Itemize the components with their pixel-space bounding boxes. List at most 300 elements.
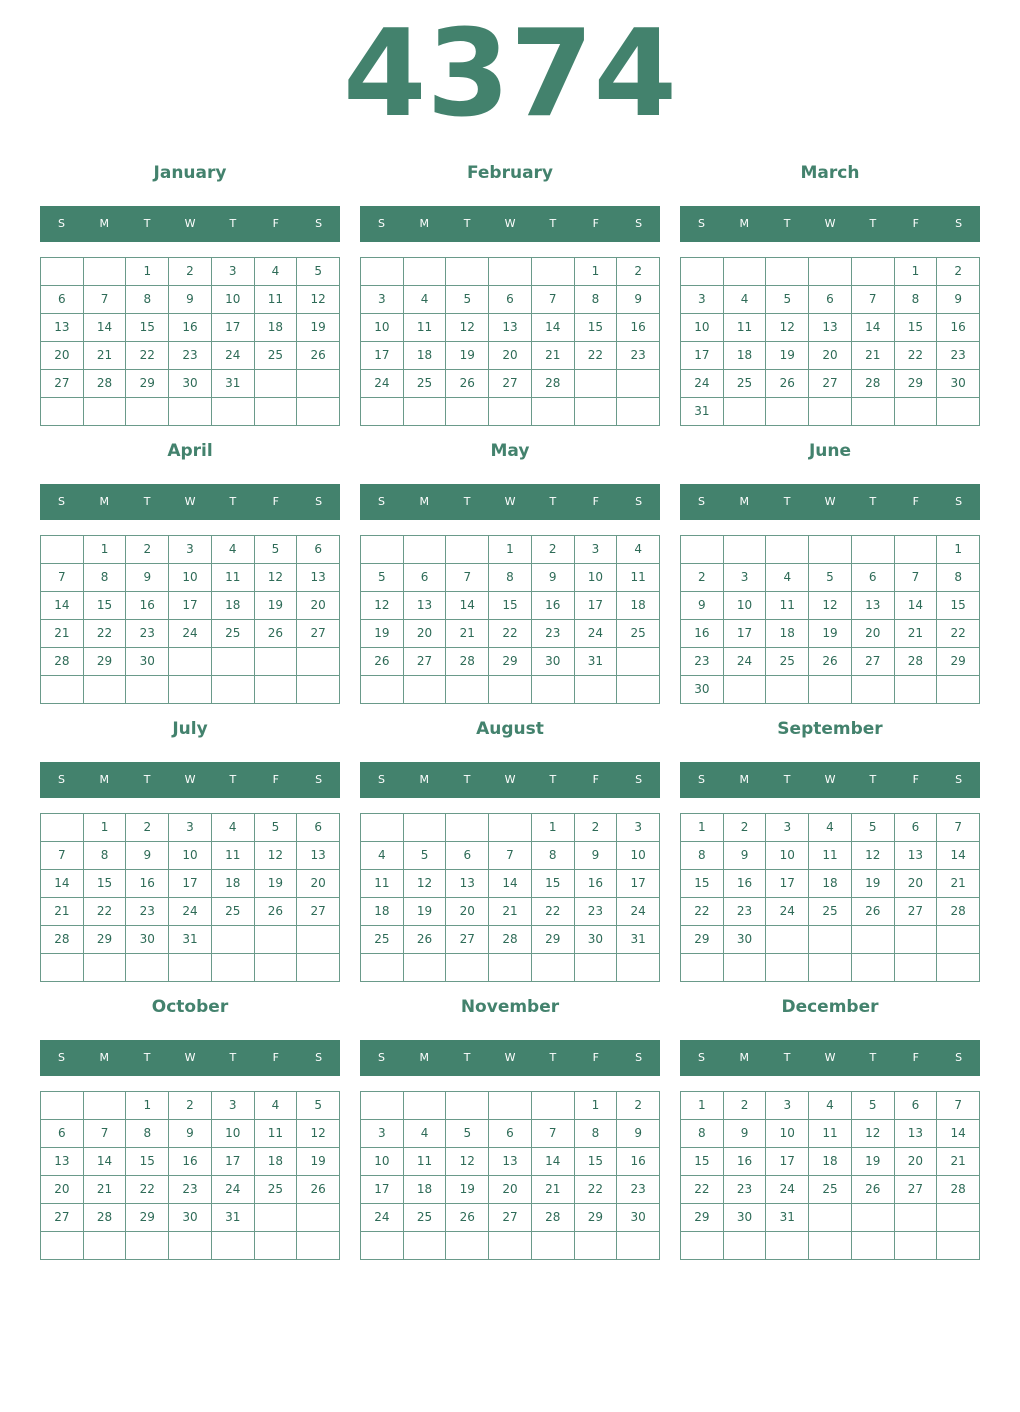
day-cell[interactable]: 7 (489, 842, 532, 870)
day-cell[interactable]: 1 (681, 814, 724, 842)
day-cell[interactable]: 18 (766, 620, 809, 648)
day-cell[interactable]: 25 (361, 926, 404, 954)
day-cell[interactable]: 28 (84, 1204, 127, 1232)
day-cell[interactable]: 28 (84, 370, 127, 398)
day-cell[interactable]: 1 (489, 536, 532, 564)
day-cell[interactable]: 4 (255, 1092, 298, 1120)
day-cell[interactable]: 18 (809, 870, 852, 898)
day-cell[interactable]: 2 (126, 536, 169, 564)
day-cell[interactable]: 30 (681, 676, 724, 704)
day-cell[interactable]: 1 (532, 814, 575, 842)
day-cell[interactable]: 29 (937, 648, 980, 676)
day-cell[interactable]: 19 (255, 592, 298, 620)
day-cell[interactable]: 3 (212, 258, 255, 286)
day-cell[interactable]: 14 (852, 314, 895, 342)
day-cell[interactable]: 22 (681, 898, 724, 926)
day-cell[interactable]: 2 (617, 1092, 660, 1120)
day-cell[interactable]: 15 (681, 1148, 724, 1176)
day-cell[interactable]: 16 (617, 314, 660, 342)
day-cell[interactable]: 24 (724, 648, 767, 676)
day-cell[interactable]: 19 (766, 342, 809, 370)
day-cell[interactable]: 4 (212, 814, 255, 842)
day-cell[interactable]: 14 (895, 592, 938, 620)
day-cell[interactable]: 21 (852, 342, 895, 370)
day-cell[interactable]: 21 (489, 898, 532, 926)
day-cell[interactable]: 12 (446, 314, 489, 342)
day-cell[interactable]: 31 (212, 1204, 255, 1232)
day-cell[interactable]: 1 (681, 1092, 724, 1120)
day-cell[interactable]: 25 (809, 1176, 852, 1204)
day-cell[interactable]: 11 (809, 1120, 852, 1148)
day-cell[interactable]: 29 (895, 370, 938, 398)
day-cell[interactable]: 20 (41, 1176, 84, 1204)
day-cell[interactable]: 15 (84, 592, 127, 620)
day-cell[interactable]: 9 (532, 564, 575, 592)
day-cell[interactable]: 4 (809, 1092, 852, 1120)
day-cell[interactable]: 10 (169, 842, 212, 870)
day-cell[interactable]: 9 (169, 1120, 212, 1148)
day-cell[interactable]: 2 (169, 1092, 212, 1120)
day-cell[interactable]: 3 (681, 286, 724, 314)
day-cell[interactable]: 11 (361, 870, 404, 898)
day-cell[interactable]: 8 (126, 286, 169, 314)
day-cell[interactable]: 6 (41, 286, 84, 314)
day-cell[interactable]: 15 (895, 314, 938, 342)
day-cell[interactable]: 24 (212, 342, 255, 370)
day-cell[interactable]: 27 (489, 370, 532, 398)
day-cell[interactable]: 24 (681, 370, 724, 398)
day-cell[interactable]: 17 (724, 620, 767, 648)
day-cell[interactable]: 16 (724, 1148, 767, 1176)
day-cell[interactable]: 3 (169, 814, 212, 842)
day-cell[interactable]: 23 (575, 898, 618, 926)
day-cell[interactable]: 22 (126, 342, 169, 370)
day-cell[interactable]: 8 (84, 842, 127, 870)
day-cell[interactable]: 18 (404, 342, 447, 370)
day-cell[interactable]: 23 (681, 648, 724, 676)
day-cell[interactable]: 26 (361, 648, 404, 676)
day-cell[interactable]: 1 (575, 1092, 618, 1120)
day-cell[interactable]: 2 (681, 564, 724, 592)
day-cell[interactable]: 10 (212, 1120, 255, 1148)
day-cell[interactable]: 7 (532, 286, 575, 314)
day-cell[interactable]: 1 (937, 536, 980, 564)
day-cell[interactable]: 26 (809, 648, 852, 676)
day-cell[interactable]: 17 (361, 1176, 404, 1204)
day-cell[interactable]: 28 (446, 648, 489, 676)
day-cell[interactable]: 7 (895, 564, 938, 592)
day-cell[interactable]: 14 (84, 1148, 127, 1176)
day-cell[interactable]: 17 (766, 870, 809, 898)
day-cell[interactable]: 27 (404, 648, 447, 676)
day-cell[interactable]: 26 (297, 1176, 340, 1204)
day-cell[interactable]: 4 (361, 842, 404, 870)
day-cell[interactable]: 22 (126, 1176, 169, 1204)
day-cell[interactable]: 29 (489, 648, 532, 676)
day-cell[interactable]: 4 (404, 286, 447, 314)
day-cell[interactable]: 9 (617, 1120, 660, 1148)
day-cell[interactable]: 18 (617, 592, 660, 620)
day-cell[interactable]: 2 (532, 536, 575, 564)
day-cell[interactable]: 5 (766, 286, 809, 314)
day-cell[interactable]: 5 (255, 536, 298, 564)
day-cell[interactable]: 21 (532, 342, 575, 370)
day-cell[interactable]: 6 (895, 1092, 938, 1120)
day-cell[interactable]: 26 (766, 370, 809, 398)
day-cell[interactable]: 19 (446, 342, 489, 370)
day-cell[interactable]: 3 (766, 1092, 809, 1120)
day-cell[interactable]: 20 (446, 898, 489, 926)
day-cell[interactable]: 30 (169, 1204, 212, 1232)
day-cell[interactable]: 8 (937, 564, 980, 592)
day-cell[interactable]: 3 (212, 1092, 255, 1120)
day-cell[interactable]: 31 (766, 1204, 809, 1232)
day-cell[interactable]: 6 (297, 814, 340, 842)
day-cell[interactable]: 5 (446, 286, 489, 314)
day-cell[interactable]: 4 (724, 286, 767, 314)
day-cell[interactable]: 15 (681, 870, 724, 898)
day-cell[interactable]: 2 (724, 1092, 767, 1120)
day-cell[interactable]: 24 (361, 1204, 404, 1232)
day-cell[interactable]: 27 (41, 370, 84, 398)
day-cell[interactable]: 1 (126, 258, 169, 286)
day-cell[interactable]: 17 (361, 342, 404, 370)
day-cell[interactable]: 29 (681, 926, 724, 954)
day-cell[interactable]: 22 (84, 898, 127, 926)
day-cell[interactable]: 15 (126, 314, 169, 342)
day-cell[interactable]: 12 (297, 1120, 340, 1148)
day-cell[interactable]: 5 (361, 564, 404, 592)
day-cell[interactable]: 25 (617, 620, 660, 648)
day-cell[interactable]: 16 (126, 870, 169, 898)
day-cell[interactable]: 19 (852, 1148, 895, 1176)
day-cell[interactable]: 21 (446, 620, 489, 648)
day-cell[interactable]: 27 (297, 620, 340, 648)
day-cell[interactable]: 6 (297, 536, 340, 564)
day-cell[interactable]: 10 (575, 564, 618, 592)
day-cell[interactable]: 20 (41, 342, 84, 370)
day-cell[interactable]: 20 (852, 620, 895, 648)
day-cell[interactable]: 7 (84, 286, 127, 314)
day-cell[interactable]: 13 (297, 564, 340, 592)
day-cell[interactable]: 17 (212, 1148, 255, 1176)
day-cell[interactable]: 13 (852, 592, 895, 620)
day-cell[interactable]: 7 (84, 1120, 127, 1148)
day-cell[interactable]: 9 (681, 592, 724, 620)
day-cell[interactable]: 5 (852, 1092, 895, 1120)
day-cell[interactable]: 25 (404, 1204, 447, 1232)
day-cell[interactable]: 20 (489, 1176, 532, 1204)
day-cell[interactable]: 20 (489, 342, 532, 370)
day-cell[interactable]: 2 (126, 814, 169, 842)
day-cell[interactable]: 29 (126, 370, 169, 398)
day-cell[interactable]: 12 (361, 592, 404, 620)
day-cell[interactable]: 1 (84, 814, 127, 842)
day-cell[interactable]: 19 (361, 620, 404, 648)
day-cell[interactable]: 5 (809, 564, 852, 592)
day-cell[interactable]: 2 (724, 814, 767, 842)
day-cell[interactable]: 25 (212, 620, 255, 648)
day-cell[interactable]: 30 (126, 926, 169, 954)
day-cell[interactable]: 13 (895, 842, 938, 870)
day-cell[interactable]: 18 (212, 592, 255, 620)
day-cell[interactable]: 21 (937, 1148, 980, 1176)
day-cell[interactable]: 15 (532, 870, 575, 898)
day-cell[interactable]: 14 (41, 592, 84, 620)
day-cell[interactable]: 12 (404, 870, 447, 898)
day-cell[interactable]: 22 (681, 1176, 724, 1204)
day-cell[interactable]: 11 (212, 564, 255, 592)
day-cell[interactable]: 12 (297, 286, 340, 314)
day-cell[interactable]: 17 (169, 592, 212, 620)
day-cell[interactable]: 26 (255, 898, 298, 926)
day-cell[interactable]: 13 (489, 1148, 532, 1176)
day-cell[interactable]: 3 (361, 286, 404, 314)
day-cell[interactable]: 27 (809, 370, 852, 398)
day-cell[interactable]: 23 (724, 1176, 767, 1204)
day-cell[interactable]: 7 (532, 1120, 575, 1148)
day-cell[interactable]: 18 (724, 342, 767, 370)
day-cell[interactable]: 8 (895, 286, 938, 314)
day-cell[interactable]: 19 (297, 1148, 340, 1176)
day-cell[interactable]: 11 (766, 592, 809, 620)
day-cell[interactable]: 29 (84, 648, 127, 676)
day-cell[interactable]: 15 (489, 592, 532, 620)
day-cell[interactable]: 14 (446, 592, 489, 620)
day-cell[interactable]: 9 (575, 842, 618, 870)
day-cell[interactable]: 31 (681, 398, 724, 426)
day-cell[interactable]: 5 (297, 1092, 340, 1120)
day-cell[interactable]: 15 (84, 870, 127, 898)
day-cell[interactable]: 2 (169, 258, 212, 286)
day-cell[interactable]: 6 (489, 286, 532, 314)
day-cell[interactable]: 29 (532, 926, 575, 954)
day-cell[interactable]: 12 (852, 1120, 895, 1148)
day-cell[interactable]: 18 (809, 1148, 852, 1176)
day-cell[interactable]: 11 (617, 564, 660, 592)
day-cell[interactable]: 25 (404, 370, 447, 398)
day-cell[interactable]: 31 (575, 648, 618, 676)
day-cell[interactable]: 23 (169, 1176, 212, 1204)
day-cell[interactable]: 24 (169, 620, 212, 648)
day-cell[interactable]: 21 (532, 1176, 575, 1204)
day-cell[interactable]: 29 (681, 1204, 724, 1232)
day-cell[interactable]: 22 (84, 620, 127, 648)
day-cell[interactable]: 23 (126, 620, 169, 648)
day-cell[interactable]: 26 (404, 926, 447, 954)
day-cell[interactable]: 22 (489, 620, 532, 648)
day-cell[interactable]: 4 (255, 258, 298, 286)
day-cell[interactable]: 30 (617, 1204, 660, 1232)
day-cell[interactable]: 24 (766, 898, 809, 926)
day-cell[interactable]: 20 (895, 870, 938, 898)
day-cell[interactable]: 30 (169, 370, 212, 398)
day-cell[interactable]: 4 (766, 564, 809, 592)
day-cell[interactable]: 28 (937, 1176, 980, 1204)
day-cell[interactable]: 2 (937, 258, 980, 286)
day-cell[interactable]: 12 (255, 564, 298, 592)
day-cell[interactable]: 18 (404, 1176, 447, 1204)
day-cell[interactable]: 12 (852, 842, 895, 870)
day-cell[interactable]: 15 (575, 1148, 618, 1176)
day-cell[interactable]: 6 (809, 286, 852, 314)
day-cell[interactable]: 17 (169, 870, 212, 898)
day-cell[interactable]: 6 (489, 1120, 532, 1148)
day-cell[interactable]: 7 (937, 1092, 980, 1120)
day-cell[interactable]: 10 (681, 314, 724, 342)
day-cell[interactable]: 28 (937, 898, 980, 926)
day-cell[interactable]: 20 (895, 1148, 938, 1176)
day-cell[interactable]: 18 (212, 870, 255, 898)
day-cell[interactable]: 4 (617, 536, 660, 564)
day-cell[interactable]: 26 (446, 370, 489, 398)
day-cell[interactable]: 3 (617, 814, 660, 842)
day-cell[interactable]: 31 (169, 926, 212, 954)
day-cell[interactable]: 3 (575, 536, 618, 564)
day-cell[interactable]: 10 (361, 314, 404, 342)
day-cell[interactable]: 27 (852, 648, 895, 676)
day-cell[interactable]: 13 (895, 1120, 938, 1148)
day-cell[interactable]: 12 (446, 1148, 489, 1176)
day-cell[interactable]: 27 (297, 898, 340, 926)
day-cell[interactable]: 16 (575, 870, 618, 898)
day-cell[interactable]: 14 (489, 870, 532, 898)
day-cell[interactable]: 24 (361, 370, 404, 398)
day-cell[interactable]: 3 (361, 1120, 404, 1148)
day-cell[interactable]: 8 (126, 1120, 169, 1148)
day-cell[interactable]: 16 (724, 870, 767, 898)
day-cell[interactable]: 11 (404, 314, 447, 342)
day-cell[interactable]: 30 (724, 926, 767, 954)
day-cell[interactable]: 14 (532, 1148, 575, 1176)
day-cell[interactable]: 6 (446, 842, 489, 870)
day-cell[interactable]: 16 (126, 592, 169, 620)
day-cell[interactable]: 9 (126, 842, 169, 870)
day-cell[interactable]: 5 (446, 1120, 489, 1148)
day-cell[interactable]: 10 (766, 842, 809, 870)
day-cell[interactable]: 30 (532, 648, 575, 676)
day-cell[interactable]: 10 (212, 286, 255, 314)
day-cell[interactable]: 23 (617, 1176, 660, 1204)
day-cell[interactable]: 30 (126, 648, 169, 676)
day-cell[interactable]: 30 (724, 1204, 767, 1232)
day-cell[interactable]: 22 (575, 1176, 618, 1204)
day-cell[interactable]: 24 (575, 620, 618, 648)
day-cell[interactable]: 23 (169, 342, 212, 370)
day-cell[interactable]: 10 (361, 1148, 404, 1176)
day-cell[interactable]: 14 (532, 314, 575, 342)
day-cell[interactable]: 12 (809, 592, 852, 620)
day-cell[interactable]: 22 (532, 898, 575, 926)
day-cell[interactable]: 24 (617, 898, 660, 926)
day-cell[interactable]: 20 (297, 592, 340, 620)
day-cell[interactable]: 1 (895, 258, 938, 286)
day-cell[interactable]: 21 (84, 342, 127, 370)
day-cell[interactable]: 7 (41, 564, 84, 592)
day-cell[interactable]: 25 (255, 1176, 298, 1204)
day-cell[interactable]: 23 (532, 620, 575, 648)
day-cell[interactable]: 26 (255, 620, 298, 648)
day-cell[interactable]: 22 (937, 620, 980, 648)
day-cell[interactable]: 15 (937, 592, 980, 620)
day-cell[interactable]: 16 (937, 314, 980, 342)
day-cell[interactable]: 29 (126, 1204, 169, 1232)
day-cell[interactable]: 5 (404, 842, 447, 870)
day-cell[interactable]: 11 (724, 314, 767, 342)
day-cell[interactable]: 25 (809, 898, 852, 926)
day-cell[interactable]: 13 (446, 870, 489, 898)
day-cell[interactable]: 9 (169, 286, 212, 314)
day-cell[interactable]: 21 (937, 870, 980, 898)
day-cell[interactable]: 16 (169, 1148, 212, 1176)
day-cell[interactable]: 14 (937, 842, 980, 870)
day-cell[interactable]: 16 (532, 592, 575, 620)
day-cell[interactable]: 13 (404, 592, 447, 620)
day-cell[interactable]: 17 (681, 342, 724, 370)
day-cell[interactable]: 29 (575, 1204, 618, 1232)
day-cell[interactable]: 13 (41, 314, 84, 342)
day-cell[interactable]: 24 (766, 1176, 809, 1204)
day-cell[interactable]: 19 (809, 620, 852, 648)
day-cell[interactable]: 31 (212, 370, 255, 398)
day-cell[interactable]: 6 (41, 1120, 84, 1148)
day-cell[interactable]: 22 (575, 342, 618, 370)
day-cell[interactable]: 24 (169, 898, 212, 926)
day-cell[interactable]: 28 (895, 648, 938, 676)
day-cell[interactable]: 28 (852, 370, 895, 398)
day-cell[interactable]: 14 (937, 1120, 980, 1148)
day-cell[interactable]: 25 (212, 898, 255, 926)
day-cell[interactable]: 27 (446, 926, 489, 954)
day-cell[interactable]: 16 (169, 314, 212, 342)
day-cell[interactable]: 8 (575, 1120, 618, 1148)
day-cell[interactable]: 11 (809, 842, 852, 870)
day-cell[interactable]: 14 (84, 314, 127, 342)
day-cell[interactable]: 8 (575, 286, 618, 314)
day-cell[interactable]: 25 (766, 648, 809, 676)
day-cell[interactable]: 13 (297, 842, 340, 870)
day-cell[interactable]: 13 (489, 314, 532, 342)
day-cell[interactable]: 31 (617, 926, 660, 954)
day-cell[interactable]: 28 (532, 370, 575, 398)
day-cell[interactable]: 20 (809, 342, 852, 370)
day-cell[interactable]: 19 (255, 870, 298, 898)
day-cell[interactable]: 8 (681, 842, 724, 870)
day-cell[interactable]: 9 (617, 286, 660, 314)
day-cell[interactable]: 8 (681, 1120, 724, 1148)
day-cell[interactable]: 2 (617, 258, 660, 286)
day-cell[interactable]: 30 (575, 926, 618, 954)
day-cell[interactable]: 24 (212, 1176, 255, 1204)
day-cell[interactable]: 10 (724, 592, 767, 620)
day-cell[interactable]: 18 (361, 898, 404, 926)
day-cell[interactable]: 23 (724, 898, 767, 926)
day-cell[interactable]: 11 (212, 842, 255, 870)
day-cell[interactable]: 16 (617, 1148, 660, 1176)
day-cell[interactable]: 12 (766, 314, 809, 342)
day-cell[interactable]: 23 (937, 342, 980, 370)
day-cell[interactable]: 19 (446, 1176, 489, 1204)
day-cell[interactable]: 5 (852, 814, 895, 842)
day-cell[interactable]: 4 (212, 536, 255, 564)
day-cell[interactable]: 10 (169, 564, 212, 592)
day-cell[interactable]: 23 (617, 342, 660, 370)
day-cell[interactable]: 26 (852, 898, 895, 926)
day-cell[interactable]: 2 (575, 814, 618, 842)
day-cell[interactable]: 4 (404, 1120, 447, 1148)
day-cell[interactable]: 6 (895, 814, 938, 842)
day-cell[interactable]: 6 (852, 564, 895, 592)
